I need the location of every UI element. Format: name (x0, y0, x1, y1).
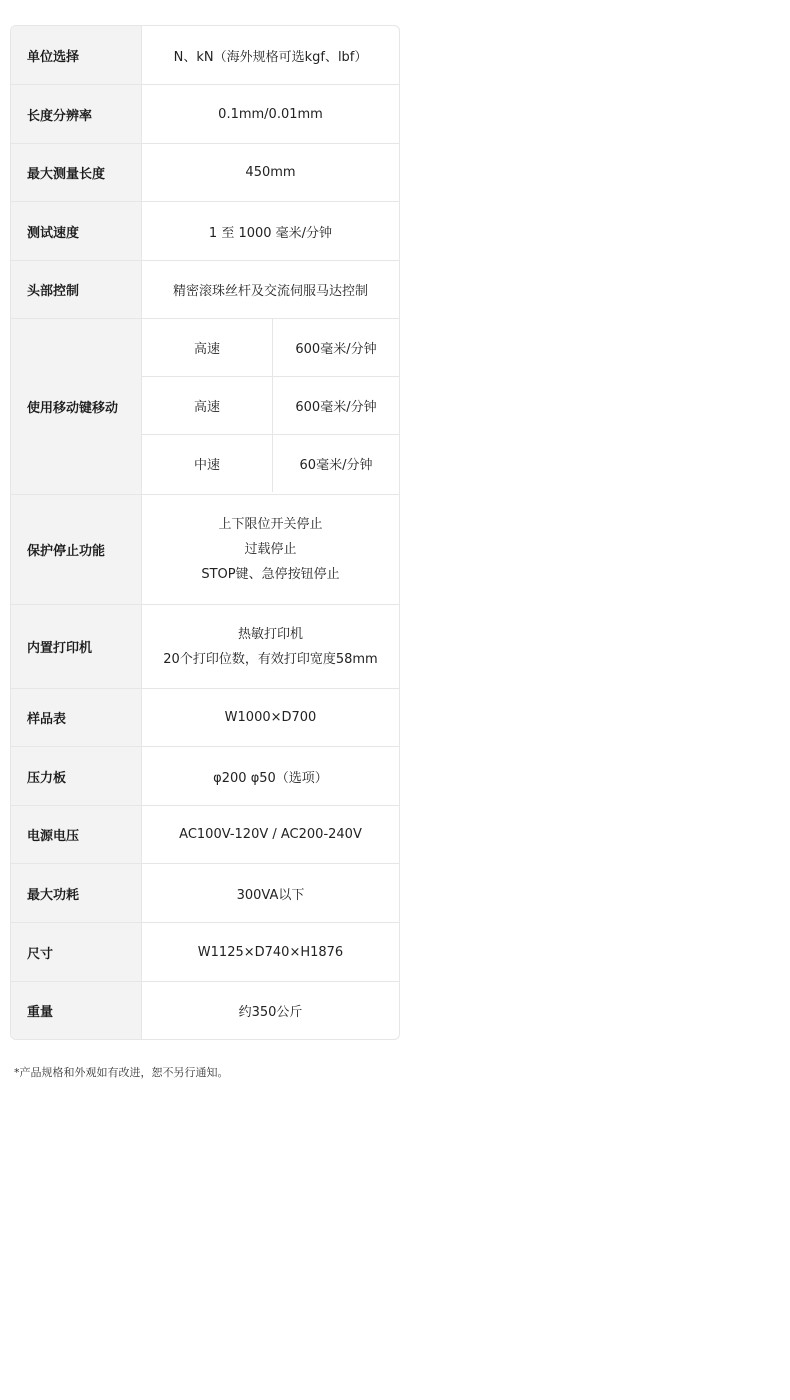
spec-label: 保护停止功能 (11, 495, 142, 604)
spec-label: 重量 (11, 982, 142, 1039)
spec-value: W1125×D740×H1876 (197, 944, 344, 960)
spec-label: 压力板 (11, 747, 142, 805)
spec-row-builtin-printer (11, 605, 399, 689)
spec-table (10, 25, 400, 1040)
move-speed-row (142, 435, 399, 492)
spec-value: W1000×D700 (224, 710, 317, 725)
move-speed-rate: 600毫米/分钟 (295, 342, 377, 357)
spec-label: 电源电压 (11, 806, 142, 863)
spec-row-sample-table (11, 689, 399, 747)
move-speed-rate: 60毫米/分钟 (299, 458, 373, 473)
spec-label: 尺寸 (11, 923, 142, 981)
spec-row-max-power (11, 864, 399, 923)
spec-value: 450mm (245, 165, 296, 180)
move-speed-rate: 600毫米/分钟 (295, 400, 377, 415)
disclaimer-footnote: *产品规格和外观如有改进，恕不另行通知。 (14, 1066, 229, 1079)
spec-row-length-resolution (11, 85, 399, 144)
spec-row-dimensions (11, 923, 399, 982)
spec-value: 0.1mm/0.01mm (218, 106, 323, 122)
spec-value-line: 上下限位开关停止 (218, 517, 323, 532)
spec-row-weight (11, 982, 399, 1039)
spec-value: 1 至 1000 毫米/分钟 (208, 225, 333, 241)
move-speed-name: 高速 (142, 319, 273, 376)
spec-label: 单位选择 (11, 26, 142, 84)
spec-row-max-measure-length (11, 144, 399, 202)
spec-row-power-voltage (11, 806, 399, 864)
move-speed-grid (142, 319, 399, 494)
spec-value-line: STOP键、急停按钮停止 (201, 567, 340, 582)
spec-label: 头部控制 (11, 261, 142, 318)
spec-value (142, 495, 399, 604)
move-speed-name: 高速 (142, 377, 273, 434)
spec-row-head-control (11, 261, 399, 319)
spec-value: 约350公斤 (238, 1005, 303, 1020)
move-speed-name: 中速 (142, 435, 273, 492)
spec-row-protection-stop (11, 495, 399, 605)
spec-row-unit-selection (11, 26, 399, 85)
spec-label: 使用移动键移动 (11, 319, 142, 494)
spec-value: AC100V-120V / AC200-240V (179, 827, 362, 842)
spec-label: 样品表 (11, 689, 142, 746)
move-speed-row (142, 377, 399, 435)
spec-row-test-speed (11, 202, 399, 261)
spec-label: 长度分辨率 (11, 85, 142, 143)
spec-label: 最大功耗 (11, 864, 142, 922)
spec-value (142, 605, 399, 688)
spec-row-pressure-plate (11, 747, 399, 806)
spec-label: 内置打印机 (11, 605, 142, 688)
spec-value-line: 20个打印位数，有效打印宽度58mm (163, 651, 378, 667)
spec-label: 最大测量长度 (11, 144, 142, 201)
spec-row-move-key (11, 319, 399, 495)
spec-value: 精密滚珠丝杆及交流伺服马达控制 (172, 284, 368, 299)
spec-value: φ200 φ50（选项） (213, 770, 328, 786)
spec-value-line: 过载停止 (244, 542, 297, 557)
spec-value-line: 热敏打印机 (237, 626, 303, 642)
spec-value: N、kN（海外规格可选kgf、lbf） (173, 49, 368, 65)
spec-label: 测试速度 (11, 202, 142, 260)
move-speed-row (142, 319, 399, 377)
spec-value: 300VA以下 (236, 887, 305, 903)
